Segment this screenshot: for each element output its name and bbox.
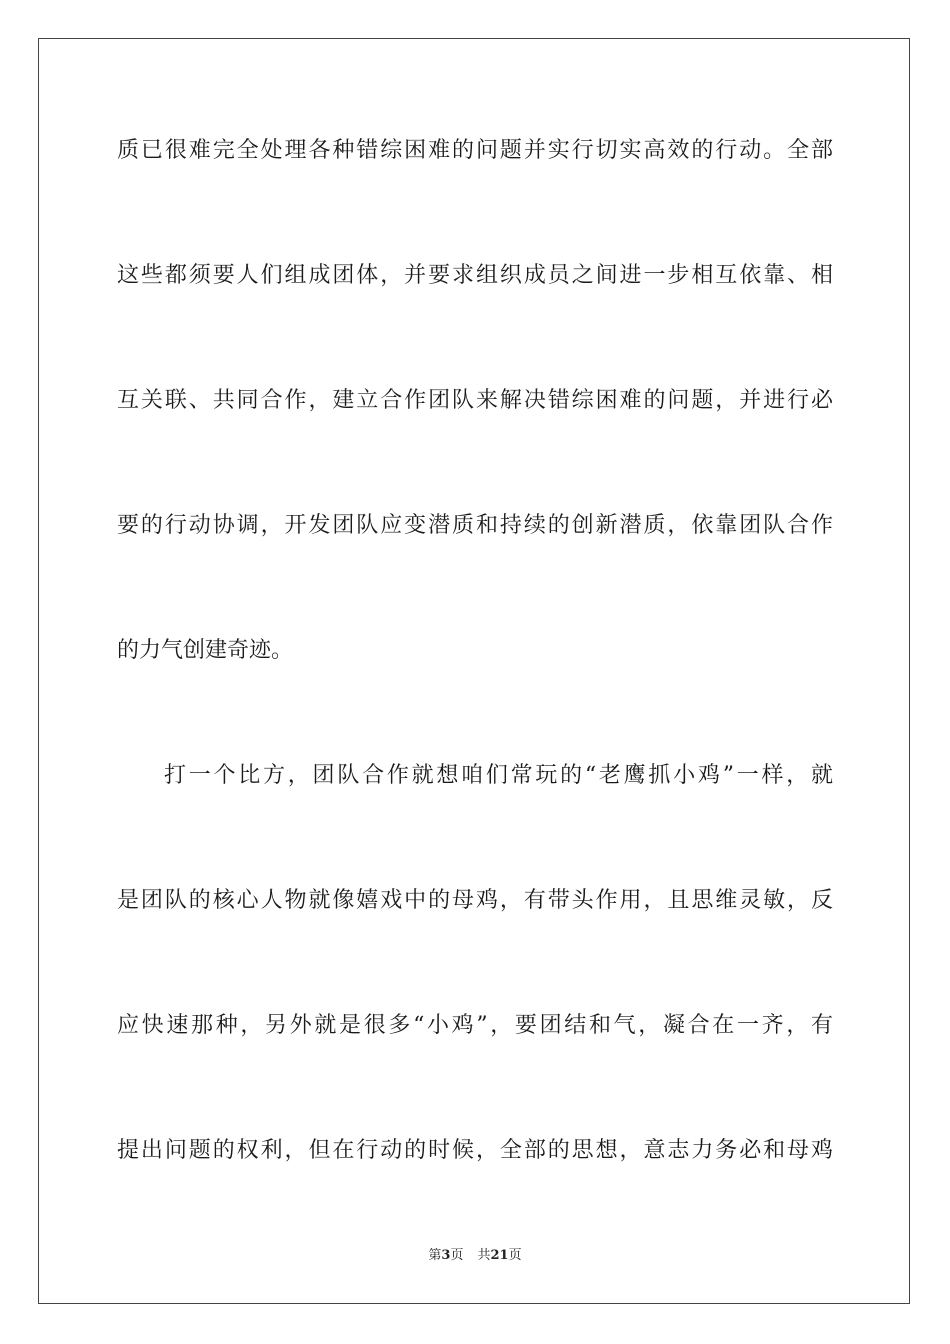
text-line-3: 互关联、共同合作，建立合作团队来解决错综困难的问题，并进行必: [117, 388, 833, 413]
page-footer: [0, 1248, 950, 1264]
text-line-5: 的力气创建奇迹。: [117, 638, 294, 663]
page-border: [38, 38, 910, 1304]
page-number: 3: [441, 1248, 451, 1263]
total-pages: 21: [490, 1248, 509, 1263]
text-line-7: 是团队的核心人物就像嬉戏中的母鸡，有带头作用，且思维灵敏，反: [117, 888, 833, 913]
page-prefix: 第: [428, 1248, 442, 1263]
total-suffix: 页: [508, 1248, 522, 1263]
text-line-8: 应快速那种，另外就是很多“小鸡”，要团结和气，凝合在一齐，有: [117, 1013, 833, 1038]
text-line-4: 要的行动协调，开发团队应变潜质和持续的创新潜质，依靠团队合作: [117, 513, 833, 538]
text-line-6-paragraph-start: 打一个比方，团队合作就想咱们常玩的“老鹰抓小鸡”一样，就: [164, 763, 833, 788]
total-prefix: 共: [477, 1248, 491, 1263]
text-line-2: 这些都须要人们组成团体，并要求组织成员之间进一步相互依靠、相: [117, 263, 833, 288]
page-suffix: 页: [450, 1248, 464, 1263]
text-line-9: 提出问题的权利，但在行动的时候，全部的思想，意志力务必和母鸡: [117, 1138, 833, 1163]
text-line-1: 质已很难完全处理各种错综困难的问题并实行切实高效的行动。全部: [117, 138, 833, 163]
